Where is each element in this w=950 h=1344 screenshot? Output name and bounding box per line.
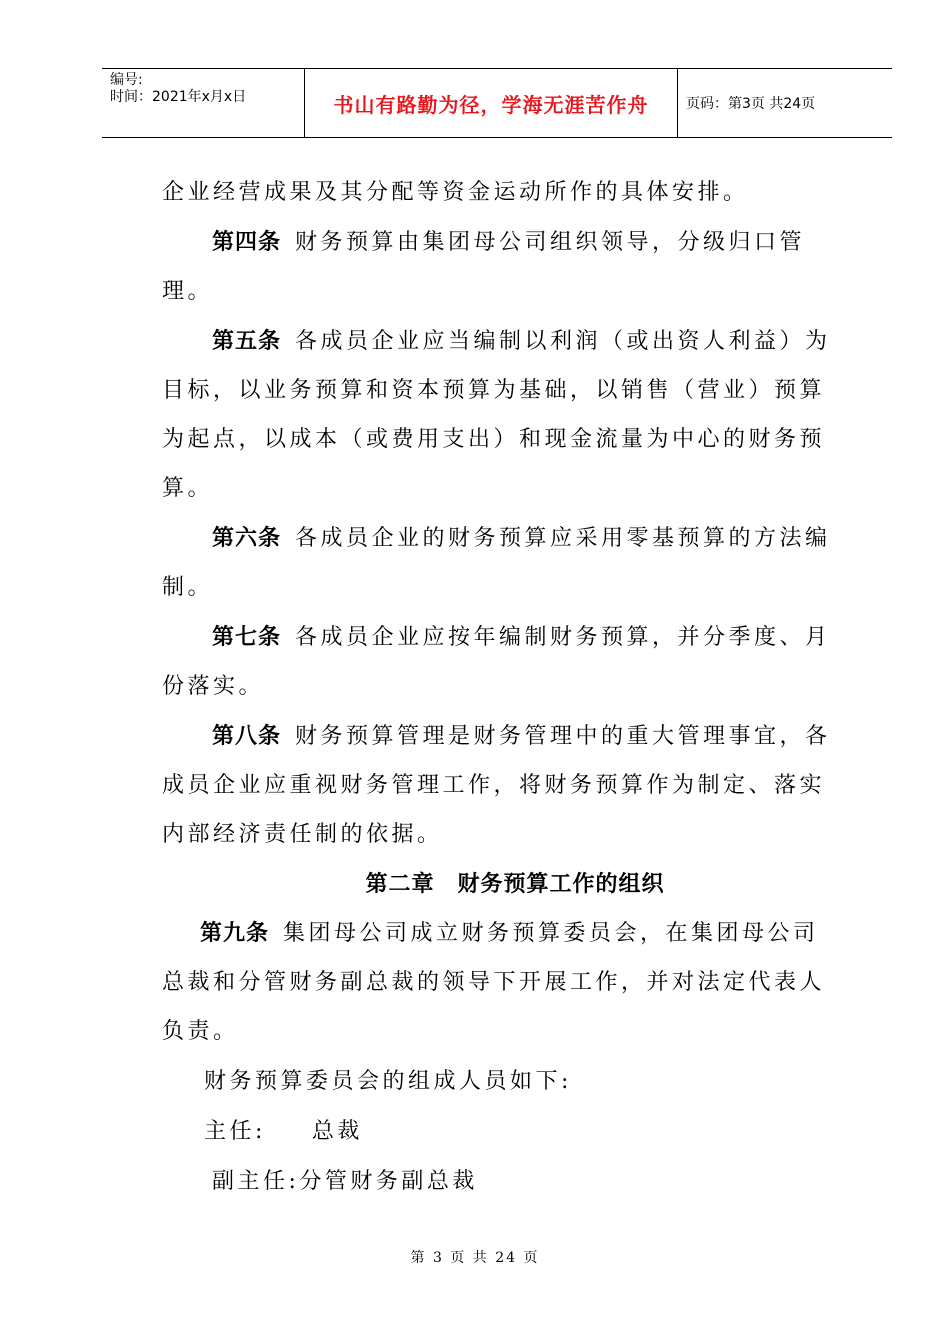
deputy-value: 分管财务副总裁 xyxy=(299,1169,478,1194)
article-9-title: 第九条 xyxy=(200,921,270,946)
document-time: 时间：2021年x月x日 xyxy=(110,89,247,105)
director-label: 主任: xyxy=(204,1119,266,1144)
page-footer: 第 3 页 共 24 页 xyxy=(410,1250,540,1266)
article-6-text: 各成员企业的财务预算应采用零基预算的方法编制。 xyxy=(162,526,831,600)
article-4 xyxy=(162,218,838,316)
article-7-text: 各成员企业应按年编制财务预算，并分季度、月份落实。 xyxy=(162,625,831,699)
chapter-heading: 第二章 财务预算工作的组织 xyxy=(365,872,665,897)
header-motto: 书山有路勤为径，学海无涯苦作舟 xyxy=(304,69,678,137)
document-body xyxy=(162,168,838,1207)
paragraph-continuation: 企业经营成果及其分配等资金运动所作的具体安排。 xyxy=(162,180,749,205)
article-5-text: 各成员企业应当编制以利润（或出资人利益）为目标，以业务预算和资本预算为基础，以销售（营业）预算为起点，以成本（或费用支出）和现金流量为中心的财务预算。 xyxy=(162,329,831,501)
deputy-label: 副主任: xyxy=(212,1169,300,1194)
article-7 xyxy=(162,613,838,711)
article-9 xyxy=(162,909,838,1056)
header-page-info: 页码：第3页 共24页 xyxy=(686,96,816,112)
article-5 xyxy=(162,317,838,513)
members-intro: 财务预算委员会的组成人员如下: xyxy=(204,1069,572,1094)
article-8-title: 第八条 xyxy=(212,724,282,749)
article-6 xyxy=(162,514,838,612)
article-8-text: 财务预算管理是财务管理中的重大管理事宜，各成员企业应重视财务管理工作，将财务预算作为制定、落实内部经济责任制的依据。 xyxy=(162,724,831,847)
article-5-title: 第五条 xyxy=(212,329,282,354)
header-left-cell xyxy=(102,69,304,137)
director-value: 总裁 xyxy=(311,1119,363,1144)
article-7-title: 第七条 xyxy=(212,625,282,650)
article-9-text: 集团母公司成立财务预算委员会，在集团母公司总裁和分管财务副总裁的领导下开展工作，并对法定代表人负责。 xyxy=(162,921,826,1044)
deputy-line xyxy=(162,1157,838,1206)
article-4-text: 财务预算由集团母公司组织领导，分级归口管理。 xyxy=(162,230,806,304)
director-line xyxy=(162,1107,838,1156)
article-6-title: 第六条 xyxy=(212,526,282,551)
page-header xyxy=(102,68,892,138)
article-8 xyxy=(162,712,838,859)
article-4-title: 第四条 xyxy=(212,230,282,255)
document-number-label: 编号: xyxy=(110,72,143,88)
